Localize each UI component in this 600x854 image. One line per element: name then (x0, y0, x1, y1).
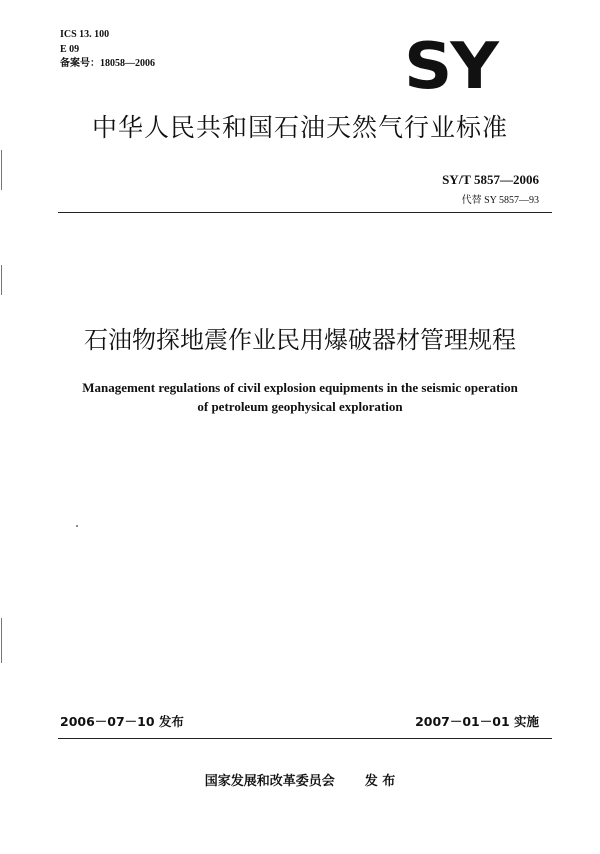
footer-divider (58, 738, 552, 739)
record-number: 备案号：18058—2006 (60, 58, 155, 69)
scan-artifact (1, 265, 2, 295)
standard-number: SY/T 5857—2006 (442, 172, 539, 187)
document-title-chinese: 石油物探地震作业民用爆破器材管理规程 (84, 326, 516, 354)
scan-artifact (1, 150, 2, 190)
document-title-english-line2: of petroleum geophysical exploration (197, 399, 403, 414)
scan-speck (76, 525, 78, 527)
industry-standard-title: 中华人民共和国石油天然气行业标准 (91, 113, 508, 142)
publisher-name: 国家发展和改革委员会 (204, 774, 335, 789)
scan-artifact (1, 618, 2, 663)
effective-date: 2007－01－01 实施 (415, 714, 539, 729)
issue-date: 2006－07－10 发布 (60, 714, 184, 729)
document-title-english-line1: Management regulations of civil explosion equipments in the seismic operation (82, 380, 518, 395)
sy-logo: SY (404, 30, 497, 104)
classification-code: E 09 (60, 44, 80, 55)
replaces-standard: 代替 SY 5857—93 (461, 195, 539, 206)
header-divider (58, 212, 552, 213)
ics-code: ICS 13. 100 (60, 29, 110, 40)
publisher-line (0, 770, 600, 789)
publisher-action: 发 布 (364, 774, 396, 789)
